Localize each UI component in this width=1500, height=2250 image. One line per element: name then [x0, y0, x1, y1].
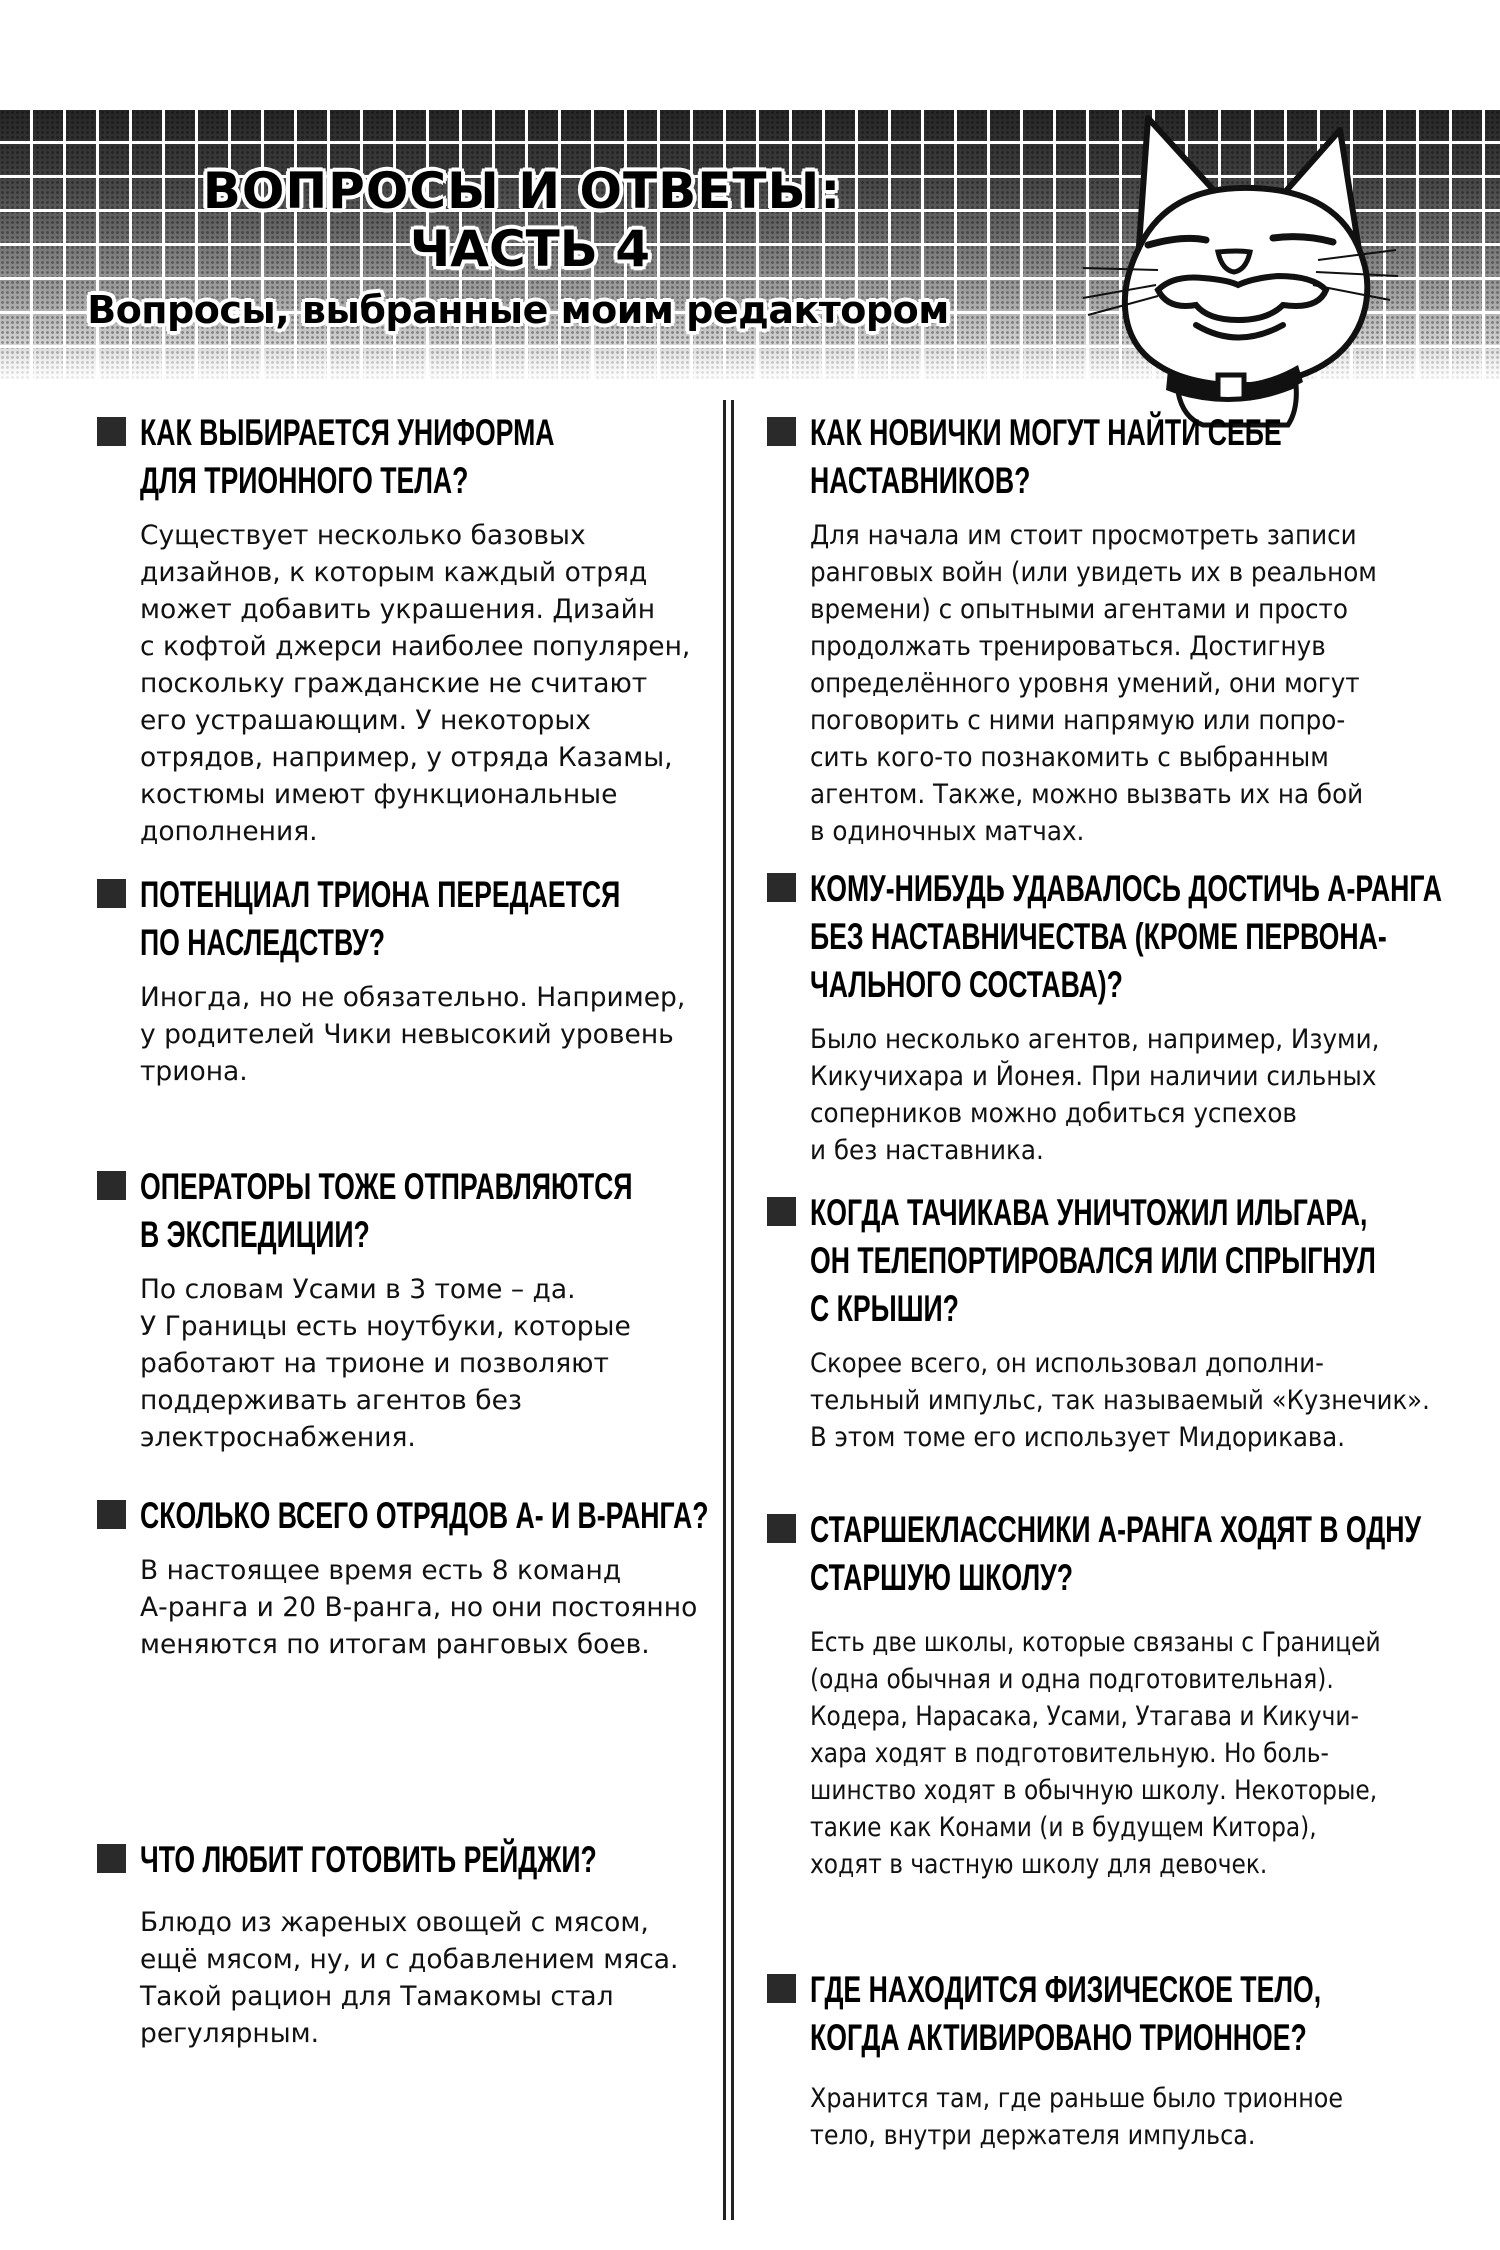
answer-line: дизайнов, к которым каждый отряд [140, 557, 648, 588]
question-line: ГДЕ НАХОДИТСЯ ФИЗИЧЕСКОЕ ТЕЛО, [810, 1969, 1322, 2010]
square-bullet-icon [97, 1171, 126, 1200]
answer-text [810, 1345, 1500, 1456]
answer-line: Есть две школы, которые связаны с Границей [810, 1627, 1381, 1658]
answer-line: продолжать тренироваться. Достигнув [810, 631, 1326, 662]
question-line: С КРЫШИ? [810, 1288, 959, 1329]
question-line: КОГДА АКТИВИРОВАНО ТРИОННОЕ? [810, 2017, 1307, 2058]
question-line: ЧТО ЛЮБИТ ГОТОВИТЬ РЕЙДЖИ? [140, 1839, 597, 1880]
page-subtitle: Вопросы, выбранные моим редактором [87, 288, 949, 332]
question-line: НАСТАВНИКОВ? [810, 460, 1031, 501]
answer-line: тельный импульс, так называемый «Кузнечик». [810, 1385, 1430, 1416]
question-line: СКОЛЬКО ВСЕГО ОТРЯДОВ А- И В-РАНГА? [140, 1495, 709, 1536]
answer-text [140, 517, 716, 850]
qa-item [767, 1509, 1500, 1883]
question-heading [810, 409, 1282, 505]
answer-line: в одиночных матчах. [810, 816, 1085, 847]
question-heading [140, 1492, 708, 1540]
question-heading [810, 865, 1442, 1009]
answer-line: костюмы имеют функциональные [140, 779, 618, 810]
answer-line: дополнения. [140, 816, 318, 847]
qa-item [767, 868, 1500, 1169]
answer-line: у родителей Чики невысокий уровень [140, 1019, 674, 1050]
answer-line: (одна обычная и одна подготовительная). [810, 1664, 1334, 1695]
qa-item [97, 1839, 774, 2052]
question-line: ОПЕРАТОРЫ ТОЖЕ ОТПРАВЛЯЮТСЯ [140, 1166, 633, 1207]
question-line: СТАРШЕКЛАССНИКИ А-РАНГА ХОДЯТ В ОДНУ [810, 1509, 1422, 1550]
square-bullet-icon [97, 1844, 126, 1873]
answer-line: такие как Конами (и в будущем Китора), [810, 1812, 1317, 1843]
answer-text [810, 2080, 1449, 2154]
answer-line: Кодера, Нарасака, Усами, Утагава и Кикучи- [810, 1701, 1359, 1732]
answer-text [140, 979, 807, 1090]
answer-line: Иногда, но не обязательно. Например, [140, 982, 686, 1013]
answer-line: Хранится там, где раньше было трионное [810, 2083, 1344, 2114]
answer-line: хара ходят в подготовительную. Но боль- [810, 1738, 1329, 1769]
cat-mascot-icon [1078, 100, 1418, 430]
qa-item [767, 1969, 1500, 2154]
answer-line: Было несколько агентов, например, Изуми, [810, 1024, 1380, 1055]
square-bullet-icon [767, 1197, 796, 1226]
answer-line: ранговых войн (или увидеть их в реальном [810, 557, 1377, 588]
answer-text [140, 1271, 824, 1456]
answer-line: с кофтой джерси наиболее популярен, [140, 631, 691, 662]
question-line: СТАРШУЮ ШКОЛУ? [810, 1557, 1074, 1598]
question-line: КОМУ-НИБУДЬ УДАВАЛОСЬ ДОСТИЧЬ А-РАНГА [810, 868, 1442, 909]
answer-line: Кикучихара и Йонея. При наличии сильных [810, 1061, 1377, 1092]
answer-line: Для начала им стоит просмотреть записи [810, 520, 1357, 551]
answer-line: меняются по итогам ранговых боев. [140, 1629, 650, 1660]
answer-line: ещё мясом, ну, и с добавлением мяса. [140, 1944, 679, 1975]
answer-line: У Границы есть ноутбуки, которые [140, 1311, 631, 1342]
answer-line: сить кого-то познакомить с выбранным [810, 742, 1329, 773]
answer-line: Блюдо из жареных овощей с мясом, [140, 1907, 649, 1938]
answer-line: поддерживать агентов без [140, 1385, 522, 1416]
answer-line: работают на трионе и позволяют [140, 1348, 609, 1379]
question-heading [810, 1189, 1376, 1333]
square-bullet-icon [767, 417, 796, 446]
answer-text [810, 1624, 1500, 1883]
page-title-line-2: ЧАСТЬ 4 [409, 220, 651, 278]
qa-item [767, 1192, 1500, 1456]
square-bullet-icon [767, 873, 796, 902]
qa-item [767, 412, 1465, 850]
question-line: КАК НОВИЧКИ МОГУТ НАЙТИ СЕБЕ [810, 412, 1282, 453]
question-line: КАК ВЫБИРАЕТСЯ УНИФОРМА [140, 412, 555, 453]
answer-line: триона. [140, 1056, 248, 1087]
square-bullet-icon [97, 879, 126, 908]
page-title-line-1: ВОПРОСЫ И ОТВЕТЫ: [202, 162, 842, 220]
answer-line: шинство ходят в обычную школу. Некоторые, [810, 1775, 1378, 1806]
answer-line: А-ранга и 20 В-ранга, но они постоянно [140, 1592, 698, 1623]
question-heading [140, 1836, 597, 1884]
answer-line: ходят в частную школу для девочек. [810, 1849, 1268, 1880]
square-bullet-icon [97, 417, 126, 446]
question-heading [140, 409, 555, 505]
question-line: ДЛЯ ТРИОННОГО ТЕЛА? [140, 460, 469, 501]
qa-item [97, 1166, 824, 1456]
square-bullet-icon [767, 1514, 796, 1543]
answer-line: По словам Усами в 3 томе – да. [140, 1274, 576, 1305]
answer-line: тело, внутри держателя импульса. [810, 2120, 1256, 2151]
answer-line: Скорее всего, он использовал дополни- [810, 1348, 1324, 1379]
qa-item [97, 412, 716, 850]
answer-line: В этом томе его использует Мидорикава. [810, 1422, 1345, 1453]
question-line: КОГДА ТАЧИКАВА УНИЧТОЖИЛ ИЛЬГАРА, [810, 1192, 1368, 1233]
answer-text [810, 517, 1419, 850]
answer-line: поговорить с ними напрямую или попро- [810, 705, 1346, 736]
question-line: БЕЗ НАСТАВНИЧЕСТВА (КРОМЕ ПЕРВОНА- [810, 916, 1387, 957]
question-heading [810, 1966, 1321, 2062]
question-line: ЧАЛЬНОГО СОСТАВА)? [810, 964, 1123, 1005]
answer-line: соперников можно добиться успехов [810, 1098, 1297, 1129]
question-line: ОН ТЕЛЕПОРТИРОВАЛСЯ ИЛИ СПРЫГНУЛ [810, 1240, 1376, 1281]
answer-line: Существует несколько базовых [140, 520, 586, 551]
answer-line: и без наставника. [810, 1135, 1044, 1166]
answer-line: отрядов, например, у отряда Казамы, [140, 742, 673, 773]
answer-line: электроснабжения. [140, 1422, 416, 1453]
question-heading [140, 1163, 632, 1259]
answer-line: агентом. Также, можно вызвать их на бой [810, 779, 1364, 810]
answer-text [810, 1021, 1500, 1169]
answer-line: В настоящее время есть 8 команд [140, 1555, 622, 1586]
question-heading [140, 871, 620, 967]
answer-line: может добавить украшения. Дизайн [140, 594, 656, 625]
square-bullet-icon [97, 1500, 126, 1529]
answer-line: времени) с опытными агентами и просто [810, 594, 1348, 625]
question-heading [810, 1506, 1421, 1602]
answer-line: определённого уровня умений, они могут [810, 668, 1360, 699]
answer-line: поскольку гражданские не считают [140, 668, 648, 699]
answer-text [140, 1904, 774, 2052]
answer-line: его устрашающим. У некоторых [140, 705, 591, 736]
question-line: ПО НАСЛЕДСТВУ? [140, 922, 386, 963]
question-line: ПОТЕНЦИАЛ ТРИОНА ПЕРЕДАЕТСЯ [140, 874, 621, 915]
question-line: В ЭКСПЕДИЦИИ? [140, 1214, 370, 1255]
answer-line: регулярным. [140, 2018, 320, 2049]
square-bullet-icon [767, 1974, 796, 2003]
qa-item [97, 874, 807, 1090]
answer-line: Такой рацион для Тамакомы стал [140, 1981, 614, 2012]
